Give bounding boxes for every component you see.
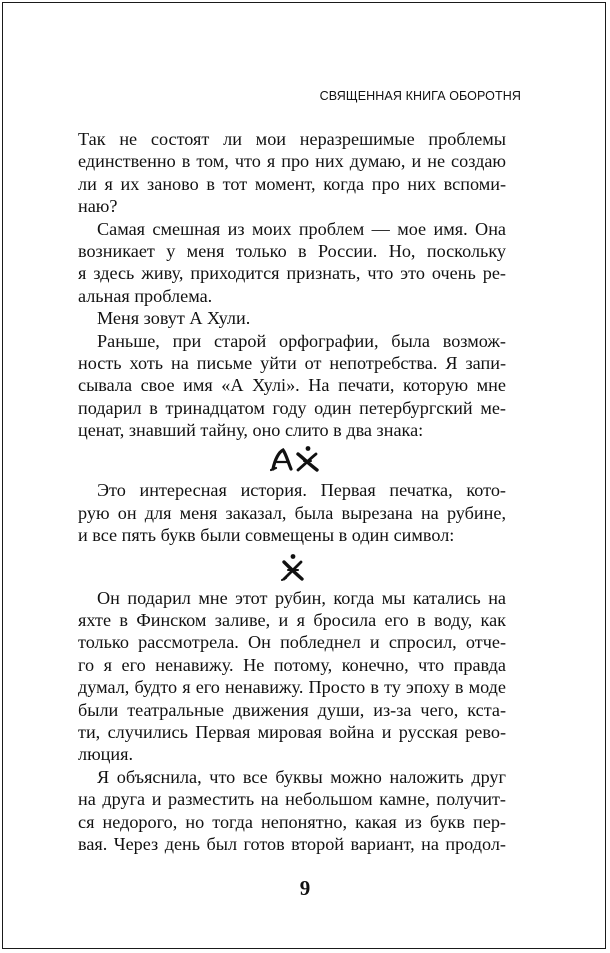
text-line: думал, будто я его ненавижу. Просто в ту эпоху в моде	[78, 677, 506, 698]
paragraph-1	[78, 128, 506, 218]
text-line: ценат, знавший тайну, оно слито в два знака:	[78, 420, 424, 441]
single-symbol-monogram-icon	[281, 553, 305, 583]
body-text	[78, 128, 506, 855]
text-line: Я объяснила, что все буквы можно наложить друг	[97, 766, 506, 787]
paragraph-4	[78, 330, 506, 442]
text-line: Это интересная история. Первая печатка, кото-	[97, 480, 506, 501]
page-number: 9	[299, 876, 311, 900]
text-line: люция.	[78, 744, 134, 765]
text-line: ти, случились Первая мировая война и русская рево-	[78, 721, 506, 742]
paragraph-5	[78, 479, 506, 546]
text-line: и все пять букв были совмещены в один символ:	[78, 525, 455, 546]
text-line: единственно в том, что я про них думаю, и не создаю	[78, 151, 506, 172]
seal-two-signs-row	[78, 441, 506, 479]
text-line: сывала свое имя «А Хулi». На печати, которую мне	[78, 375, 506, 396]
text-line: рую он для меня заказал, была вырезана на рубине,	[78, 502, 506, 523]
text-line: Меня зовут А Хули.	[97, 308, 251, 329]
text-line: Так не состоят ли мои неразрешимые проблемы	[78, 129, 506, 149]
text-line: подарил в тринадцатом году один петербургский ме-	[78, 397, 506, 418]
text-line: Раньше, при старой орфографии, была возмож-	[97, 330, 506, 351]
two-sign-monogram-icon	[270, 445, 322, 475]
text-line: были театральные движения души, из-за чего, кста-	[78, 699, 506, 720]
paragraph-3	[78, 307, 506, 329]
text-line: яхте в Финском заливе, и я бросила его в воду, как	[78, 610, 506, 631]
paragraph-6	[78, 587, 506, 766]
text-line: ли я их заново в тот момент, когда про них вспоми-	[78, 173, 506, 194]
seal-single-symbol-row	[78, 547, 506, 587]
running-header: СВЯЩЕННАЯ КНИГА ОБОРОТНЯ	[319, 89, 521, 103]
text-line: ность хоть на письме уйти от непотребства. Я запи-	[78, 352, 506, 373]
text-line: только рассмотрела. Он побледнел и спросил, отче-	[78, 632, 506, 653]
text-line: вая. Через день был готов второй вариант, на продол-	[78, 833, 506, 854]
text-line: Самая смешная из моих проблем — мое имя. Она	[97, 218, 506, 239]
text-line: альная проблема.	[78, 285, 213, 306]
paragraph-7	[78, 766, 506, 856]
paragraph-2	[78, 218, 506, 308]
text-line: возникает у меня только в России. Но, поскольку	[78, 240, 506, 261]
text-line: Он подарил мне этот рубин, когда мы катались на	[97, 587, 506, 608]
text-line: ся недорого, но тогда непонятно, какая из букв пер-	[78, 811, 506, 832]
text-line: на друга и разместить на небольшом камне, получит-	[78, 789, 506, 810]
text-line: я здесь живу, приходится признать, что это очень ре-	[78, 263, 506, 284]
text-line: го я его ненавижу. Не потому, конечно, что правда	[78, 654, 506, 675]
text-line: наю?	[78, 196, 118, 217]
